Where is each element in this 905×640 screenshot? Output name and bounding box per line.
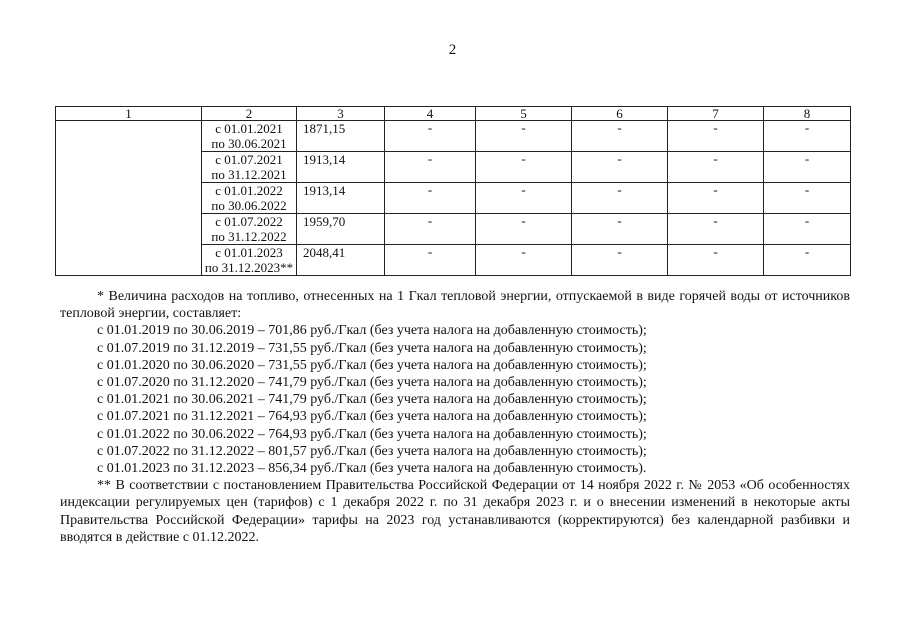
column-header-5: 5 (476, 107, 572, 121)
period-cell (202, 121, 297, 152)
dash-cell: - (668, 121, 764, 152)
dash-cell: - (668, 245, 764, 276)
fuel-cost-line: с 01.07.2021 по 31.12.2021 – 764,93 руб./Гкал (без учета налога на добавленную стоимость); (97, 409, 647, 425)
tariff-value-cell: 2048,41 (297, 245, 385, 276)
period-cell (202, 214, 297, 245)
fuel-cost-line: с 01.01.2020 по 30.06.2020 – 731,55 руб./Гкал (без учета налога на добавленную стоимость); (97, 357, 647, 373)
fuel-cost-line: с 01.07.2020 по 31.12.2020 – 741,79 руб./Гкал (без учета налога на добавленную стоимость); (97, 375, 647, 391)
column-header-3: 3 (297, 107, 385, 121)
dash-cell: - (385, 152, 476, 183)
dash-cell: - (476, 183, 572, 214)
fuel-cost-line: с 01.07.2022 по 31.12.2022 – 801,57 руб./Гкал (без учета налога на добавленную стоимость); (97, 443, 647, 459)
dash-cell: - (668, 152, 764, 183)
dash-cell: - (764, 183, 851, 214)
column-header-4: 4 (385, 107, 476, 121)
dash-cell: - (476, 245, 572, 276)
period-cell (202, 245, 297, 276)
tariff-value-cell: 1871,15 (297, 121, 385, 152)
column-header-1: 1 (56, 107, 202, 121)
column-header-8: 8 (764, 107, 851, 121)
tariff-value-cell: 1913,14 (297, 183, 385, 214)
period-to: по 30.06.2021 (211, 136, 287, 151)
dash-cell: - (572, 214, 668, 245)
period-from: с 01.07.2021 (215, 152, 283, 167)
period-from: с 01.07.2022 (215, 214, 283, 229)
dash-cell: - (572, 245, 668, 276)
dash-cell: - (385, 183, 476, 214)
dash-cell: - (572, 183, 668, 214)
table-header-row (56, 107, 851, 121)
footnotes (60, 288, 850, 546)
period-to: по 30.06.2022 (211, 198, 287, 213)
dash-cell: - (385, 245, 476, 276)
dash-cell: - (572, 152, 668, 183)
fuel-cost-line: с 01.01.2023 по 31.12.2023 – 856,34 руб./Гкал (без учета налога на добавленную стоимость). (97, 461, 647, 477)
period-to: по 31.12.2021 (211, 167, 287, 182)
dash-cell: - (476, 214, 572, 245)
dash-cell: - (668, 214, 764, 245)
dash-cell: - (476, 152, 572, 183)
table-cell-blank (56, 121, 202, 276)
fuel-cost-line: с 01.07.2019 по 31.12.2019 – 731,55 руб./Гкал (без учета налога на добавленную стоимость); (97, 340, 647, 356)
page-number: 2 (448, 42, 457, 58)
period-to: по 31.12.2023** (204, 260, 294, 275)
decree-footnote: ** В соответствии с постановлением Правительства Российской Федерации от 14 ноября 2022 г. № 2053 «Об особенностях индексации регулируемых цен (тарифов) с 1 декабря 2022 г. по 31 декабря 2023 г. и о внесении изменений в некоторые акты Правительства Российской Федерации» тарифы на 2023 год устанавливаются (корректируются) без календарной разбивки и вводятся в действие с 01.12.2022. (60, 478, 850, 545)
column-header-7: 7 (668, 107, 764, 121)
column-header-6: 6 (572, 107, 668, 121)
period-from: с 01.01.2022 (215, 183, 283, 198)
tariff-value-cell: 1959,70 (297, 214, 385, 245)
dash-cell: - (668, 183, 764, 214)
fuel-cost-line: с 01.01.2019 по 30.06.2019 – 701,86 руб./Гкал (без учета налога на добавленную стоимость); (97, 323, 647, 339)
dash-cell: - (572, 121, 668, 152)
fuel-cost-line: с 01.01.2021 по 30.06.2021 – 741,79 руб./Гкал (без учета налога на добавленную стоимость); (97, 392, 647, 408)
dash-cell: - (385, 214, 476, 245)
fuel-cost-line: с 01.01.2022 по 30.06.2022 – 764,93 руб./Гкал (без учета налога на добавленную стоимость); (97, 426, 647, 442)
period-from: с 01.01.2021 (215, 121, 283, 136)
dash-cell: - (764, 121, 851, 152)
dash-cell: - (764, 245, 851, 276)
tariff-table (55, 106, 851, 276)
dash-cell: - (476, 121, 572, 152)
table-row (56, 121, 851, 152)
period-cell (202, 152, 297, 183)
dash-cell: - (764, 214, 851, 245)
dash-cell: - (385, 121, 476, 152)
dash-cell: - (764, 152, 851, 183)
period-from: с 01.01.2023 (215, 245, 283, 260)
tariff-value-cell: 1913,14 (297, 152, 385, 183)
period-cell (202, 183, 297, 214)
period-to: по 31.12.2022 (211, 229, 287, 244)
fuel-cost-footnote: * Величина расходов на топливо, отнесенных на 1 Гкал тепловой энергии, отпускаемой в виде горячей воды от источников тепловой энергии, составляет: (60, 289, 850, 322)
column-header-2: 2 (202, 107, 297, 121)
